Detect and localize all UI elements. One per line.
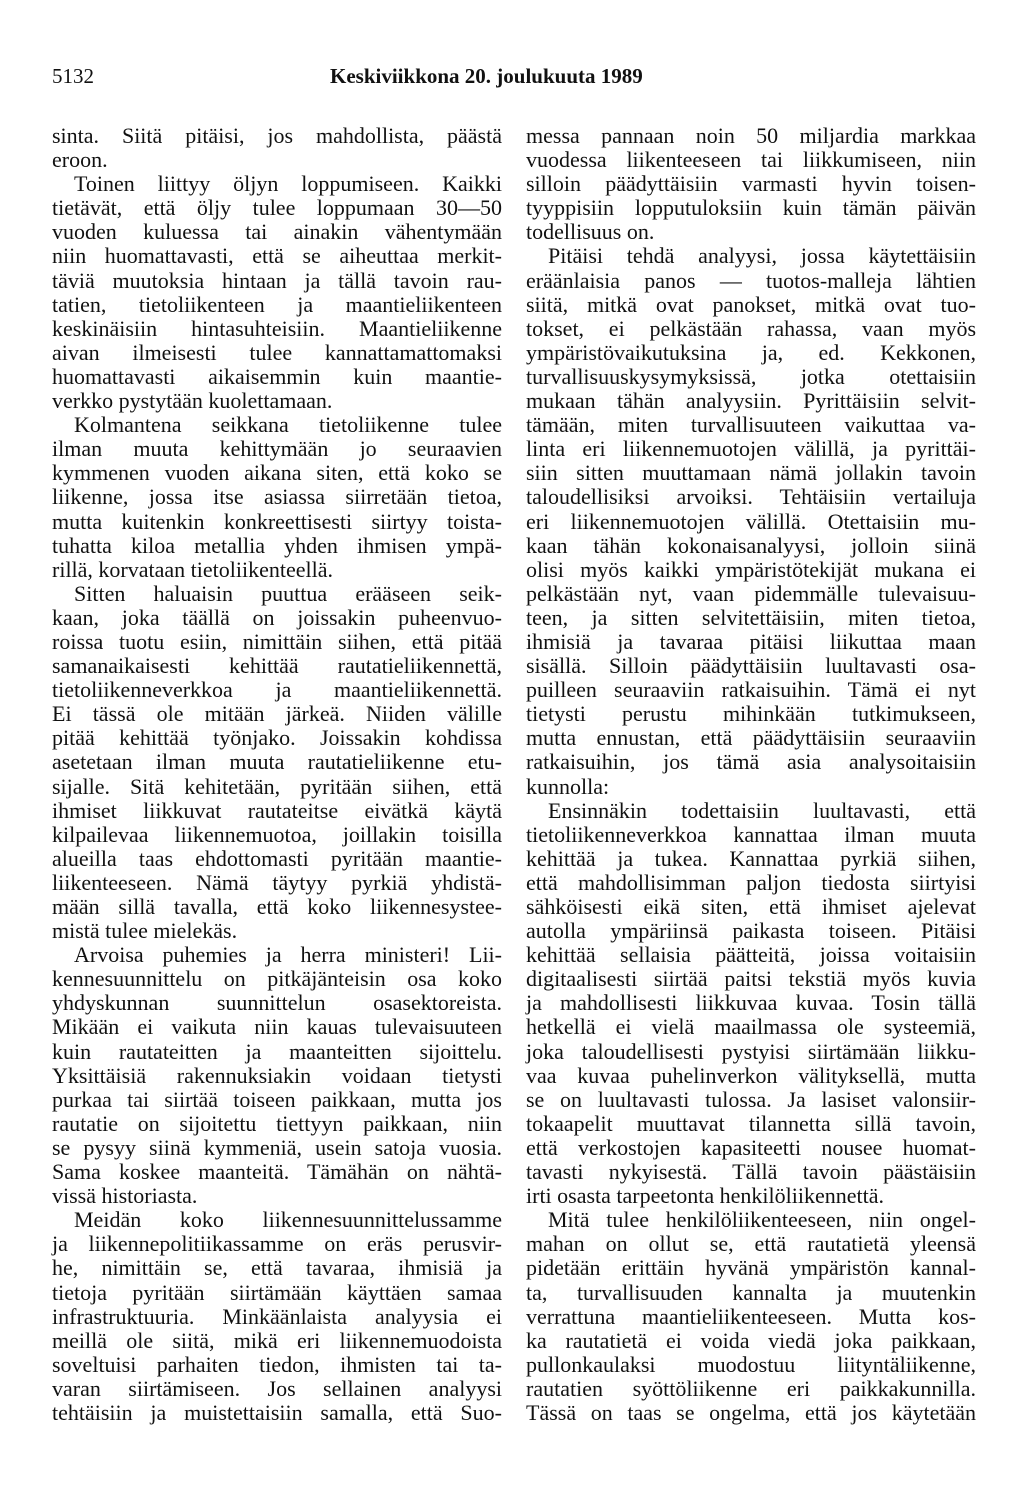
text-line: tietoliikenneverkkoa kannattaa ilman muuta	[526, 821, 976, 847]
text-line: kunnolla:	[526, 773, 610, 799]
text-line: rillä, korvataan tietoliikenteellä.	[52, 556, 333, 582]
text-line: tyyppisiin lopputuloksiin kuin tämän päivän	[526, 195, 976, 221]
text-line: se pysyy siinä kymmeniä, usein satoja vuosia.	[52, 1134, 502, 1160]
text-line: Ensinnäkin todettaisiin luultavasti, että	[548, 797, 976, 823]
text-line: linta eri liikennemuotojen välillä, ja pyrittäi-	[526, 436, 976, 462]
text-line: eroon.	[52, 147, 108, 173]
text-line: Mikään ei vaikuta niin kauas tulevaisuuteen	[52, 1014, 502, 1040]
text-line: niin huomattavasti, että se aiheuttaa merkit-	[52, 243, 502, 269]
text-line: vissä historiasta.	[52, 1183, 198, 1209]
text-line: sisällä. Silloin päädyttäisiin luultavasti osa-	[526, 653, 976, 679]
text-line: vuoden kuluessa tai ainakin vähentymään	[52, 219, 502, 245]
text-line: mään sillä tavalla, että koko liikennesystee-	[52, 894, 502, 919]
text-line: digitaalisesti siirtää paitsi tekstiä myös kuvia	[526, 966, 976, 992]
text-line: kymmenen vuoden aikana siten, että koko se	[52, 460, 502, 486]
text-line: eräänlaisia panos — tuotos-malleja lähtien	[526, 267, 976, 293]
text-line: Sitten haluaisin puuttua erääseen seik-	[74, 580, 502, 606]
text-line: Toinen liittyy öljyn loppumiseen. Kaikki	[74, 171, 502, 197]
text-line: verkko pystytään kuolettamaan.	[52, 388, 333, 414]
text-line: asetetaan ilman muuta rautatieliikenne etu-	[52, 749, 502, 775]
text-line: kaan tähän kokonaisanalyysi, jolloin siinä	[526, 532, 976, 558]
text-line: siin sitten muuttamaan nämä jollakin tavoin	[526, 460, 976, 486]
text-line: mutta kuitenkin konkreettisesti siirtyy toista-	[52, 508, 502, 534]
text-line: he, nimittäin se, että tavaraa, ihmisiä ja	[52, 1255, 502, 1281]
text-line: pullonkaulaksi muodostuu liityntäliikenne,	[526, 1351, 976, 1377]
text-line: sijalle. Sitä kehitetään, pyritään siihen, että	[52, 773, 502, 799]
text-line: se on luultavasti tulossa. Ja lasiset valonsiir-	[526, 1086, 976, 1112]
text-line: pelkästään nyt, vaan pidemmälle tulevaisuu-	[526, 580, 976, 606]
text-line: Meidän koko liikennesuunnittelussamme	[74, 1207, 502, 1233]
text-line: että mahdollisimman paljon tiedosta siirtyisi	[526, 869, 976, 895]
text-line: irti osasta tarpeetonta henkilöliikennettä.	[526, 1183, 884, 1209]
text-line: tietoja pyritään siirtämään käyttäen samaa	[52, 1279, 502, 1305]
text-line: hetkellä ei vielä maailmassa ole systeemiä,	[526, 1014, 976, 1040]
text-line: varan siirtämiseen. Jos sellainen analyysi	[52, 1375, 502, 1401]
text-line: tavasti nykyisestä. Tällä tavoin päästäisiin	[526, 1159, 976, 1185]
right-column	[526, 124, 976, 1425]
text-line: keskinäisiin hintasuhteisiin. Maantieliikenne	[52, 315, 502, 341]
text-line: liikenne, jossa itse asiassa siirretään tietoa,	[52, 484, 502, 510]
text-line: huomattavasti aikaisemmin kuin maantie-	[52, 363, 502, 389]
text-line: tatien, tietoliikenteen ja maantieliikenteen	[52, 291, 502, 317]
text-line: Ei tässä ole mitään järkeä. Niiden välille	[52, 701, 502, 727]
text-line: tehtäisiin ja muistettaisiin samalla, että Suo-	[52, 1399, 502, 1425]
text-line: tietysti perustu mihinkään tutkimukseen,	[526, 701, 976, 727]
text-line: taloudellisiksi arvoiksi. Tehtäisiin vertailuja	[526, 484, 976, 510]
text-line: tietävät, että öljy tulee loppumaan 30—50	[52, 195, 502, 221]
text-line: tokaapelit muuttavat tilannetta sillä tavoin,	[526, 1110, 976, 1136]
text-line: ja mahdollisesti liikkuvaa kuvaa. Tosin tällä	[526, 990, 976, 1016]
text-line: puilleen seuraaviin ratkaisuihin. Tämä ei nyt	[526, 677, 976, 703]
text-line: soveltuisi parhaiten tiedon, ihmisten tai ta-	[52, 1351, 502, 1377]
text-line: ta, turvallisuuden kannalta ja muutenkin	[526, 1279, 976, 1305]
text-line: kaan, joka täällä on joissakin puheenvuo-	[52, 604, 502, 630]
left-column	[52, 124, 502, 1425]
text-line: Yksittäisiä rakennuksiakin voidaan tietysti	[52, 1062, 502, 1088]
text-line: sinta. Siitä pitäisi, jos mahdollista, päästä	[52, 123, 502, 148]
text-line: messa pannaan noin 50 miljardia markkaa	[526, 123, 976, 148]
text-line: ratkaisuihin, jos tämä asia analysoitaisiin	[526, 749, 976, 775]
text-line: Sama koskee maanteitä. Tämähän on nähtä-	[52, 1159, 502, 1185]
text-line: Pitäisi tehdä analyysi, jossa käytettäisiin	[548, 243, 976, 269]
text-line: Tässä on taas se ongelma, että jos käytetään	[526, 1399, 976, 1425]
text-line: infrastruktuuria. Minkäänlaista analyysia ei	[52, 1303, 502, 1329]
text-line: eri liikennemuotojen välillä. Otettaisiin mu-	[526, 508, 976, 534]
text-line: ihmisiä ja tavaraa pitäisi liikuttaa maan	[526, 628, 976, 654]
text-line: samanaikaisesti kehittää rautatieliikennettä,	[52, 653, 502, 679]
text-line: tokset, ei pelkästään rahassa, vaan myös	[526, 315, 976, 341]
text-line: ja liikennepolitiikassamme on eräs perusvir-	[52, 1231, 502, 1257]
text-line: aivan ilmeisesti tulee kannattamattomaksi	[52, 339, 502, 365]
text-line: todellisuus on.	[526, 219, 655, 245]
text-line: mutta ennustan, että päädyttäisiin seuraaviin	[526, 725, 976, 751]
text-line: rautatie on sijoitettu tiettyyn paikkaan, niin	[52, 1110, 502, 1136]
text-line: mistä tulee mielekäs.	[52, 918, 238, 944]
text-line: meillä ole siitä, mikä eri liikennemuodoista	[52, 1327, 502, 1353]
text-line: autolla ympäriinsä paikasta toiseen. Pitäisi	[526, 918, 976, 944]
text-line: tuhatta kiloa metallia yhden ihmisen ympä-	[52, 532, 502, 558]
text-line: turvallisuuskysymyksissä, jotka otettaisiin	[526, 363, 976, 389]
text-line: ka rautatietä ei voida viedä joka paikkaan,	[526, 1327, 976, 1353]
running-head: Keskiviikkona 20. joulukuuta 1989	[330, 64, 643, 88]
text-line: purkaa tai siirtää toiseen paikkaan, mutta jos	[52, 1086, 502, 1112]
text-line: että verkostojen kapasiteetti nousee huomat-	[526, 1134, 976, 1160]
text-line: kuin rautateitten ja maanteitten sijoittelu.	[52, 1038, 502, 1064]
text-line: roissa tuotu esiin, nimittäin siihen, että pitää	[52, 628, 502, 654]
text-line: vaa kuvaa puhelinverkon välityksellä, mutta	[526, 1062, 976, 1088]
page-header	[52, 64, 972, 94]
text-line: pidetään erittäin hyvänä ympäristön kannal-	[526, 1255, 976, 1281]
text-line: verrattuna maantieliikenteeseen. Mutta kos-	[526, 1303, 976, 1329]
text-line: vuodessa liikenteeseen tai liikkumiseen, niin	[526, 147, 976, 173]
text-line: rautatien syöttöliikenne eri paikkakunnilla.	[526, 1375, 976, 1401]
text-line: Arvoisa puhemies ja herra ministeri! Lii-	[74, 942, 502, 968]
text-line: teen, ja sitten selvitettäisiin, miten tietoa,	[526, 604, 976, 630]
text-line: kilpailevaa liikennemuotoa, joillakin toisilla	[52, 821, 502, 847]
text-line: sähköisesti eikä siten, että ihmiset ajelevat	[526, 894, 976, 919]
text-line: täviä muutoksia hintaan ja tällä tavoin rau-	[52, 267, 502, 293]
text-line: mahan on ollut se, että rautatietä yleensä	[526, 1231, 976, 1257]
text-line: siitä, mitkä ovat panokset, mitkä ovat tuo-	[526, 291, 976, 317]
text-line: kehittää ja tukea. Kannattaa pyrkiä siihen,	[526, 845, 976, 871]
text-line: Kolmantena seikkana tietoliikenne tulee	[74, 412, 502, 438]
text-line: kehittää sellaisia päätteitä, joissa voitaisiin	[526, 942, 976, 968]
text-line: Mitä tulee henkilöliikenteeseen, niin ongel-	[548, 1207, 976, 1233]
text-line: silloin päädyttäisiin varmasti hyvin toisen-	[526, 171, 976, 197]
page-number: 5132	[52, 64, 94, 88]
text-line: kennesuunnittelu on pitkäjänteisin osa koko	[52, 966, 502, 992]
text-line: olisi myös kaikki ympäristötekijät mukana ei	[526, 556, 976, 582]
text-line: ympäristövaikutuksina ja, ed. Kekkonen,	[526, 339, 976, 365]
text-line: joka taloudellisesti pystyisi siirtämään liikku-	[526, 1038, 976, 1064]
text-line: liikenteeseen. Nämä täytyy pyrkiä yhdistä-	[52, 869, 502, 895]
text-line: mukaan tähän analyysiin. Pyrittäisiin selvit-	[526, 388, 976, 414]
text-line: tietoliikenneverkkoa ja maantieliikennettä.	[52, 677, 502, 703]
text-line: tämään, miten turvallisuuteen vaikuttaa va-	[526, 412, 976, 438]
text-line: ilman muuta kehittymään jo seuraavien	[52, 436, 502, 462]
text-line: alueilla taas ehdottomasti pyritään maantie-	[52, 845, 502, 871]
text-line: pitää kehittää työnjako. Joissakin kohdissa	[52, 725, 502, 751]
text-line: ihmiset liikkuvat rautateitse eivätkä käytä	[52, 797, 502, 823]
text-line: yhdyskunnan suunnittelun osasektoreista.	[52, 990, 502, 1016]
